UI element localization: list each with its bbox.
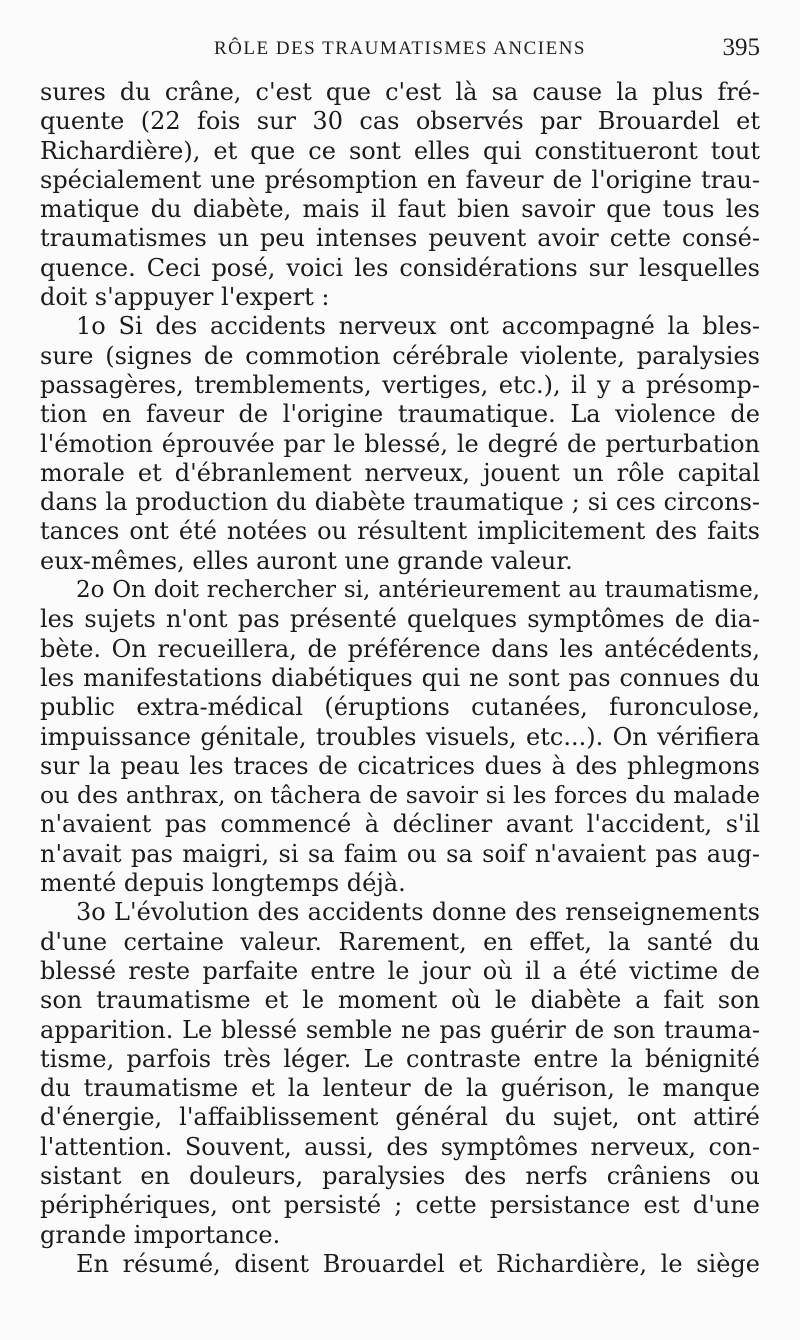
text-line: tances ont été notées ou résultent implicitement des faits: [40, 517, 760, 546]
text-line: son traumatisme et le moment où le diabète a fait son: [40, 986, 760, 1015]
text-line: traumatismes un peu intenses peuvent avoir cette consé-: [40, 224, 760, 253]
text-line: quence. Ceci posé, voici les considérations sur lesquelles: [40, 253, 760, 282]
text-line: l'émotion éprouvée par le blessé, le degré de perturbation: [40, 429, 760, 458]
text-line: tion en faveur de l'origine traumatique. La violence de: [40, 400, 760, 429]
text-line: sistant en douleurs, paralysies des nerfs crâniens ou: [40, 1161, 760, 1190]
text-line: 3o L'évolution des accidents donne des renseignements: [76, 898, 760, 927]
text-line: grande importance.: [40, 1220, 281, 1249]
text-line: les sujets n'ont pas présenté quelques symptômes de dia-: [40, 605, 760, 634]
running-header: [40, 34, 760, 66]
text-line: bète. On recueillera, de préférence dans les antécédents,: [40, 634, 760, 663]
text-line: tisme, parfois très léger. Le contraste entre la bénignité: [40, 1044, 760, 1073]
text-line: spécialement une présomption en faveur de l'origine trau-: [40, 165, 760, 194]
running-title: RÔLE DES TRAUMATISMES ANCIENS: [214, 38, 586, 59]
text-line: 2o On doit rechercher si, antérieurement au traumatisme,: [76, 577, 760, 604]
page-number: 395: [722, 34, 760, 61]
text-line: menté depuis longtemps déjà.: [40, 869, 406, 898]
text-line: sures du crâne, c'est que c'est là sa cause la plus fré-: [40, 78, 760, 106]
text-line: blessé reste parfaite entre le jour où il a été victime de: [40, 956, 760, 985]
text-line: En résumé, disent Brouardel et Richardière, le siège: [76, 1249, 760, 1278]
text-line: quente (22 fois sur 30 cas observés par Brouardel et: [40, 107, 760, 136]
text-line: impuissance génitale, troubles visuels, etc...). On vérifiera: [40, 722, 760, 751]
text-line: eux-mêmes, elles auront une grande valeur.: [40, 546, 573, 575]
text-line: les manifestations diabétiques qui ne sont pas connues du: [40, 663, 760, 692]
text-line: périphériques, ont persisté ; cette persistance est d'une: [40, 1191, 760, 1220]
text-line: matique du diabète, mais il faut bien savoir que tous les: [40, 195, 760, 224]
text-line: sure (signes de commotion cérébrale violente, paralysies: [40, 341, 760, 370]
text-line: Richardière), et que ce sont elles qui constitueront tout: [40, 136, 760, 165]
text-line: morale et d'ébranlement nerveux, jouent un rôle capital: [40, 458, 760, 487]
text-line: public extra-médical (éruptions cutanées, furonculose,: [40, 693, 760, 722]
text-line: d'une certaine valeur. Rarement, en effet, la santé du: [40, 927, 760, 956]
text-line: passagères, tremblements, vertiges, etc.), il y a présomp-: [40, 370, 760, 399]
text-line: l'attention. Souvent, aussi, des symptômes nerveux, con-: [40, 1132, 760, 1161]
text-line: n'avaient pas commencé à décliner avant l'accident, s'il: [40, 810, 760, 839]
text-line: ou des anthrax, on tâchera de savoir si les forces du malade: [40, 781, 760, 810]
body-text: [40, 78, 760, 1279]
text-line: doit s'appuyer l'expert :: [40, 283, 330, 312]
text-line: apparition. Le blessé semble ne pas guérir de son trauma-: [40, 1015, 760, 1044]
text-line: du traumatisme et la lenteur de la guérison, le manque: [40, 1074, 760, 1103]
text-line: d'énergie, l'affaiblissement général du sujet, ont attiré: [40, 1103, 760, 1132]
text-line: 1o Si des accidents nerveux ont accompagné la bles-: [76, 312, 760, 341]
text-line: dans la production du diabète traumatique ; si ces circons-: [40, 488, 760, 517]
text-line: n'avait pas maigri, si sa faim ou sa soif n'avaient pas aug-: [40, 839, 760, 868]
text-line: sur la peau les traces de cicatrices dues à des phlegmons: [40, 751, 760, 780]
